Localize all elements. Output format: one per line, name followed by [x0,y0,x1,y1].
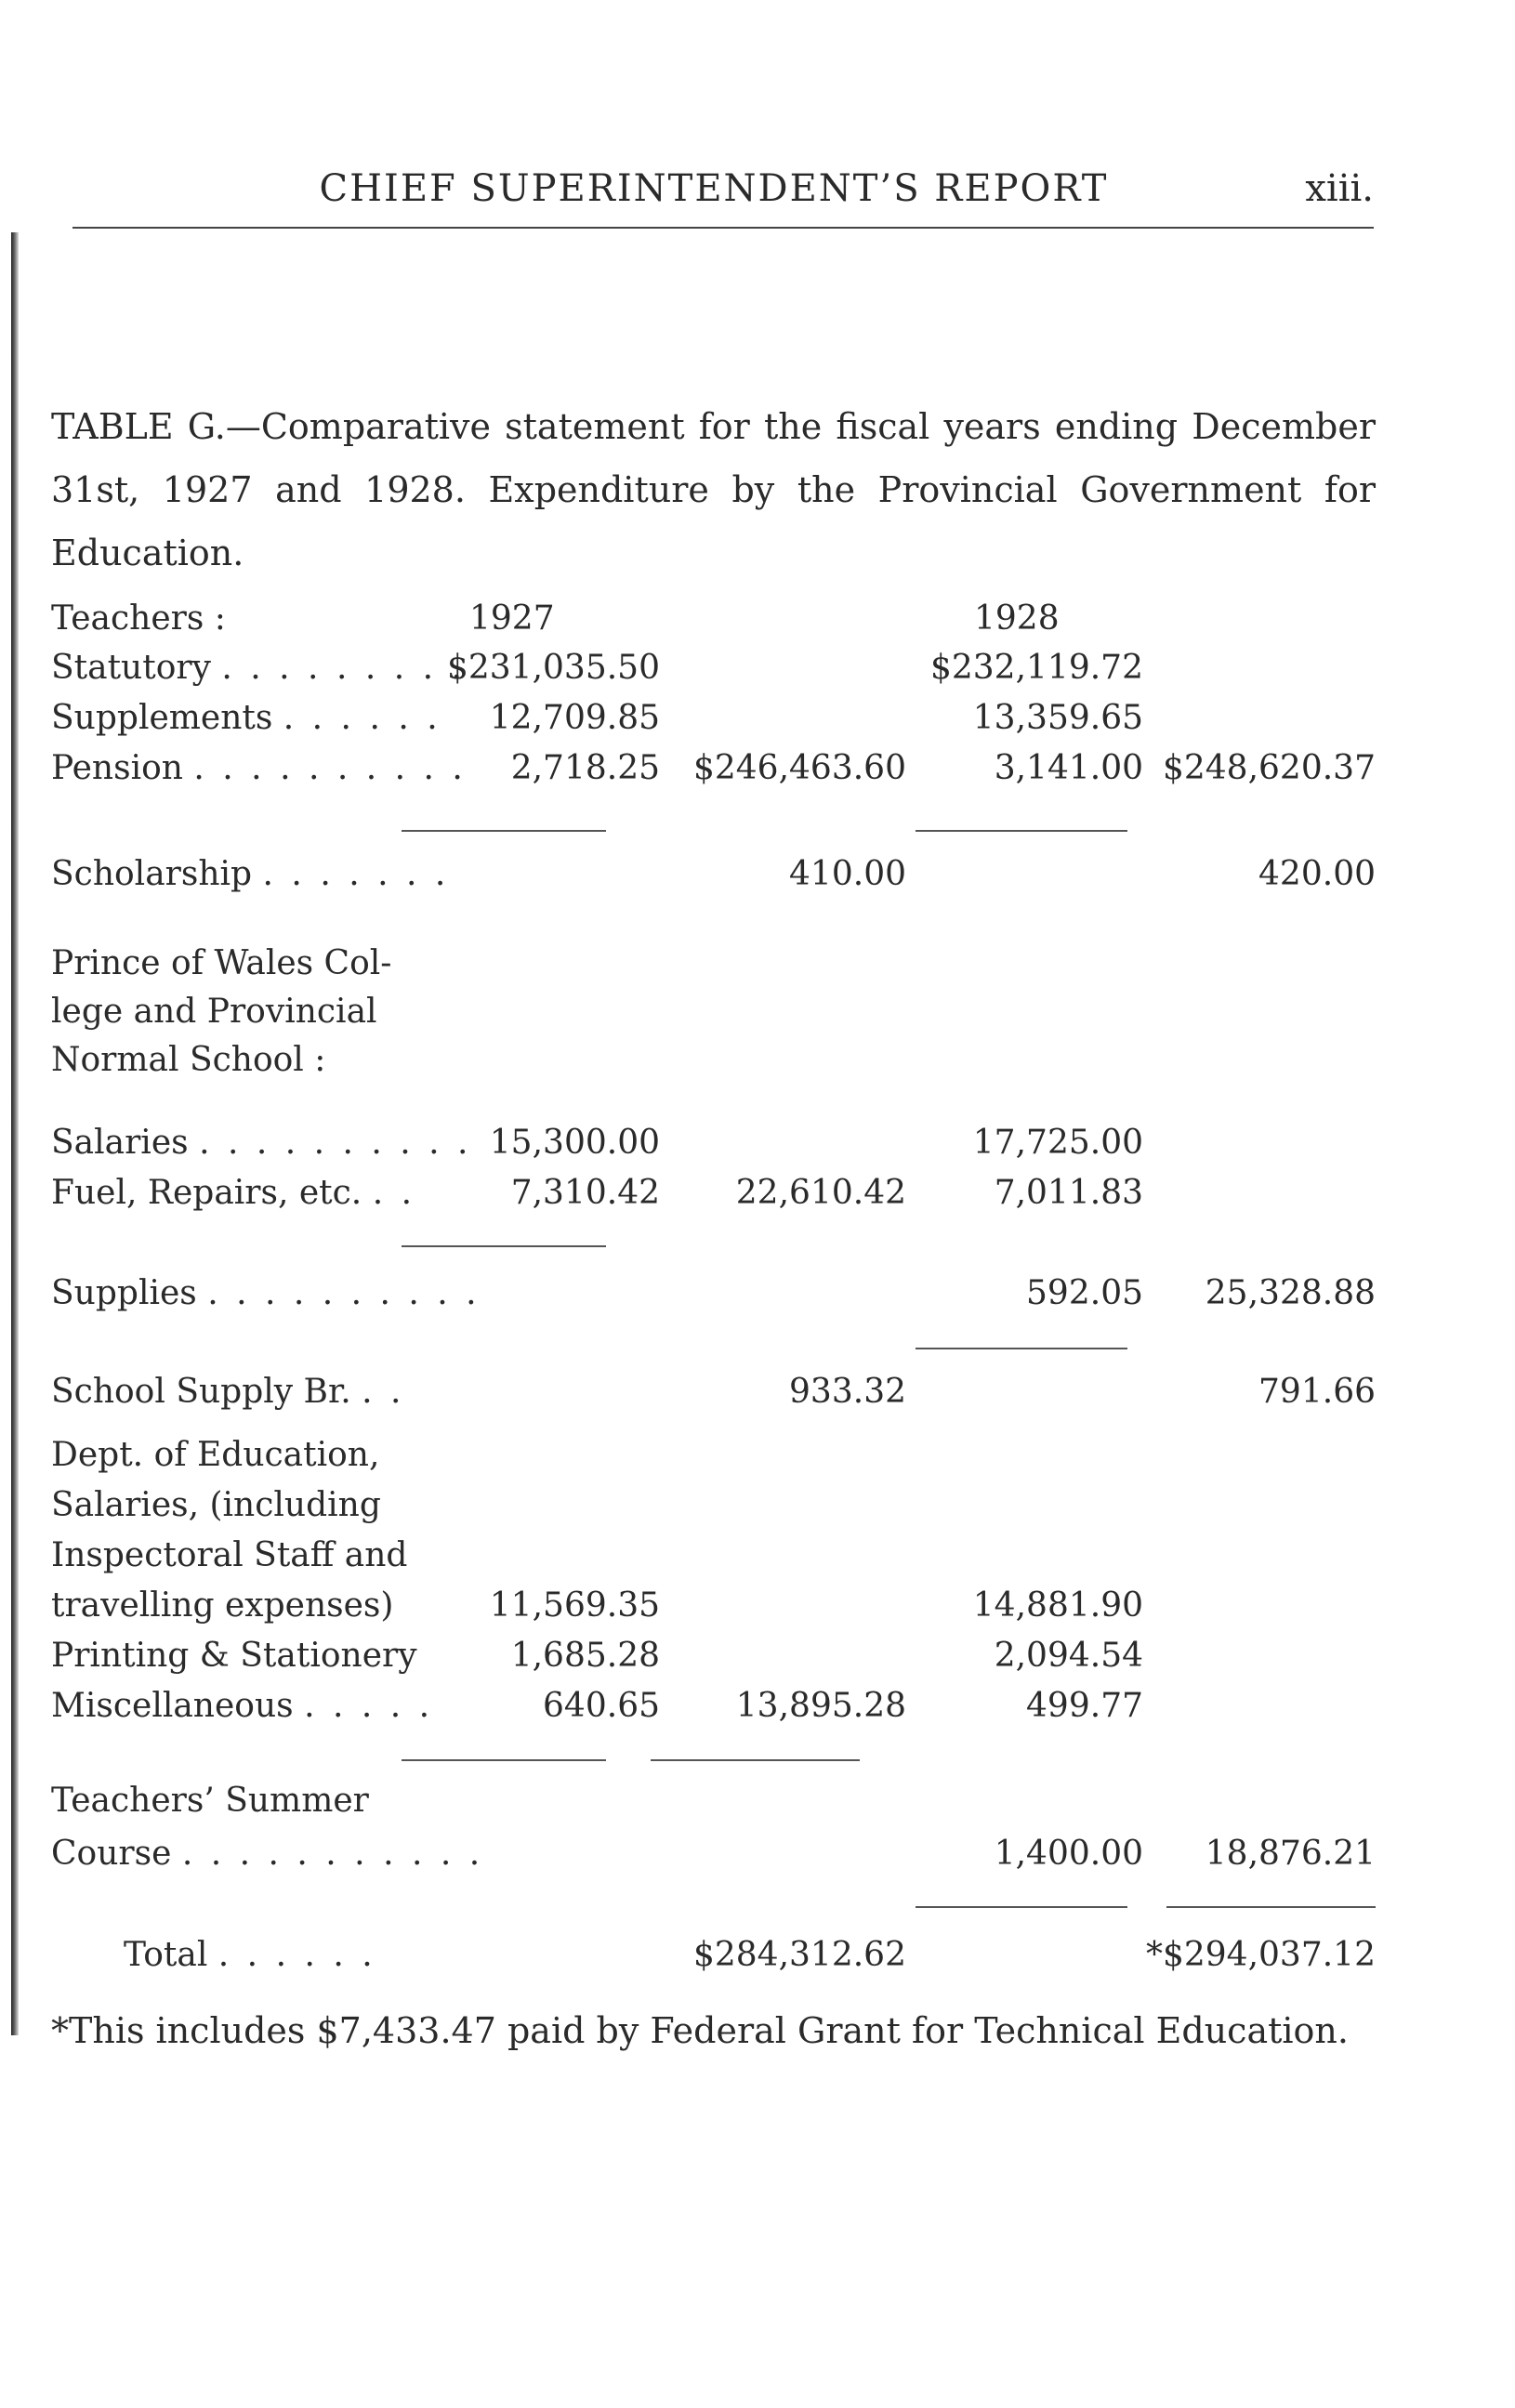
running-head [72,167,1374,214]
row-label: Prince of Wales Col- [51,944,392,982]
row-label: Statutory . . . . . . . . . [51,649,466,687]
table-row [51,944,1376,991]
table-row [51,993,1376,1039]
row-label: travelling expenses) [51,1586,394,1625]
sum-rule [1166,1906,1376,1908]
cell-1927-item: 12,709.85 [489,699,660,737]
cell-1927-subtotal: $246,463.60 [692,749,906,787]
table-row [51,649,1376,695]
row-label: Normal School : [51,1041,326,1079]
table-row [51,1687,1376,1733]
header-row [51,599,1376,646]
row-label: lege and Provincial [51,993,377,1031]
cell-1927-subtotal: 13,895.28 [735,1687,906,1725]
cell-1928-subtotal: 25,328.88 [1205,1274,1376,1312]
row-label: School Supply Br. . . [51,1373,405,1411]
table-row [51,1536,1376,1583]
table-row [51,1373,1376,1419]
cell-1928-item: 592.05 [1026,1274,1143,1312]
sum-rule [651,1759,860,1761]
row-label: Inspectoral Staff and [51,1536,408,1574]
cell-1928-item: 1,400.00 [994,1835,1143,1873]
cell-1928-subtotal: 420.00 [1258,855,1376,893]
row-label: Pension . . . . . . . . . . [51,749,467,787]
cell-1927-item: 11,569.35 [489,1586,660,1625]
header-rule [72,227,1374,229]
sum-rule [916,1348,1127,1349]
row-label: Course . . . . . . . . . . . [51,1835,484,1873]
cell-1928-item: 14,881.90 [972,1586,1143,1625]
row-label: Fuel, Repairs, etc. . . [51,1174,416,1212]
table-row [51,1124,1376,1170]
cell-1928-item: 499.77 [1026,1687,1143,1725]
cell-1927-item: 7,310.42 [510,1174,660,1212]
cell-1927-item: $231,035.50 [446,649,660,687]
row-label: Scholarship . . . . . . . [51,855,450,893]
row-label: Salaries . . . . . . . . . . [51,1124,472,1162]
sum-rule [402,1759,606,1761]
page-number: xiii. [1305,167,1374,210]
row-label: Printing & Stationery [51,1637,417,1675]
table-row [51,749,1376,796]
cell-1928-item: 7,011.83 [994,1174,1143,1212]
sum-rule [402,1245,606,1247]
footnote: *This includes $7,433.47 paid by Federal Grant for Technical Education. [51,2010,1349,2051]
sum-rule [916,1906,1127,1908]
table-row [51,1586,1376,1633]
row-label: Supplements . . . . . . [51,699,441,737]
row-label: Miscellaneous . . . . . [51,1687,434,1725]
cell-1927-item: 15,300.00 [489,1124,660,1162]
cell-1928-subtotal: $248,620.37 [1162,749,1376,787]
cell-1928-item: 17,725.00 [972,1124,1143,1162]
running-head-title: CHIEF SUPERINTENDENT’S REPORT [319,167,1109,210]
row-label: Salaries, (including [51,1486,381,1524]
sum-rule [402,830,606,832]
table-row [51,1174,1376,1220]
table-row [51,1835,1376,1881]
table-caption: TABLE G.—Comparative statement for the fiscal years ending December 31st, 1927 and 1928. Expenditure by the Provincial Government for Education. [51,406,1376,573]
table-row [51,1436,1376,1482]
teachers-heading: Teachers : [51,599,226,638]
cell-1928-item: 3,141.00 [994,749,1143,787]
cell-1928-item: 2,094.54 [994,1637,1143,1675]
total-1927: $284,312.62 [692,1936,906,1974]
cell-1928-item: $232,119.72 [929,649,1143,687]
table-row [51,855,1376,901]
row-label: Teachers’ Summer [51,1782,369,1820]
cell-1927-item: 1,685.28 [510,1637,660,1675]
total-row [51,1936,1376,1982]
binding-shadow [11,232,19,2035]
row-label: Supplies . . . . . . . . . . [51,1274,481,1312]
total-label: Total . . . . . . [124,1936,376,1974]
total-1928: *$294,037.12 [1145,1936,1376,1974]
cell-1927-item: 640.65 [543,1687,660,1725]
cell-1927-subtotal: 410.00 [789,855,906,893]
year-1928-heading: 1928 [974,599,1060,638]
row-label: Dept. of Education, [51,1436,380,1474]
cell-1927-subtotal: 933.32 [789,1373,906,1411]
table-row [51,1637,1376,1683]
cell-1927-item: 2,718.25 [510,749,660,787]
table-row [51,1486,1376,1533]
table-row [51,1274,1376,1321]
cell-1928-item: 13,359.65 [972,699,1143,737]
year-1927-heading: 1927 [469,599,555,638]
cell-1928-subtotal: 791.66 [1258,1373,1376,1411]
cell-1927-subtotal: 22,610.42 [735,1174,906,1212]
table-row [51,1782,1376,1828]
table-row [51,699,1376,745]
sum-rule [916,830,1127,832]
cell-1928-subtotal: 18,876.21 [1205,1835,1376,1873]
table-row [51,1041,1376,1087]
